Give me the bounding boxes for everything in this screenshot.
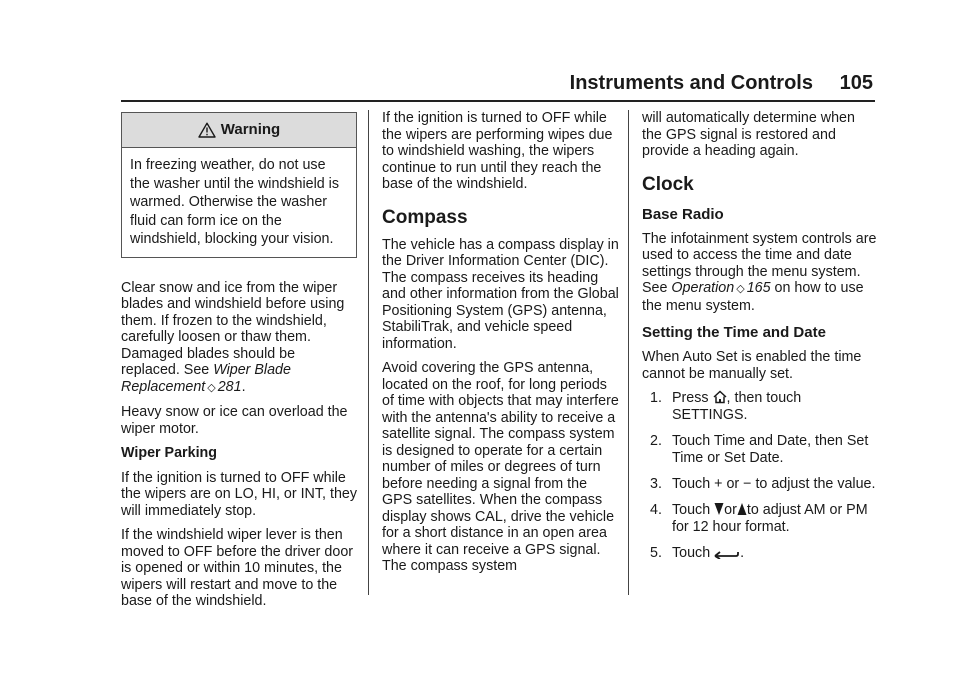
step-number: 2. xyxy=(650,433,662,449)
cross-reference-page: 281 xyxy=(217,378,242,395)
step-text: Touch + or − to adjust the value. xyxy=(672,476,876,492)
page-ref-icon: ◇ xyxy=(736,283,745,295)
step-text: Touch xyxy=(672,545,715,561)
subheading-setting-time: Setting the Time and Date xyxy=(642,324,826,341)
paragraph: If the ignition is turned to OFF while the wipers are performing wipes due to windshield washing, the wipers continue to run until they reach the base of the windshield. xyxy=(382,110,613,192)
step-text: , then touch SETTINGS. xyxy=(672,390,802,423)
page-ref-icon: ◇ xyxy=(207,381,216,394)
page-header xyxy=(121,70,875,102)
home-icon xyxy=(713,390,727,404)
column-2 xyxy=(382,110,620,583)
list-item xyxy=(642,476,878,493)
list-item xyxy=(642,502,878,536)
column-1 xyxy=(121,110,357,618)
column-divider-1 xyxy=(368,110,369,595)
paragraph-end: . xyxy=(241,378,246,395)
page-number: 105 xyxy=(839,72,873,94)
subheading-wiper-parking: Wiper Parking xyxy=(121,445,218,461)
warning-header xyxy=(122,113,356,148)
list-item xyxy=(642,390,878,424)
paragraph: If the windshield wiper lever is then moved to OFF before the driver door is opened or within 10 minutes, the wipers will restart and move to the base of the windshield. xyxy=(121,527,354,609)
step-number: 4. xyxy=(650,502,662,518)
step-text: Press xyxy=(672,390,713,406)
list-item xyxy=(642,433,878,467)
step-text: to adjust AM or PM for 12 hour format. xyxy=(672,502,868,535)
paragraph: If the ignition is turned to OFF while the wipers are on LO, HI, or INT, they will immediately stop. xyxy=(121,469,357,519)
paragraph-end: on how to use the menu system. xyxy=(642,280,864,314)
section-heading-compass: Compass xyxy=(382,206,468,228)
step-text: Touch xyxy=(672,502,715,518)
down-arrow-icon xyxy=(714,502,724,516)
warning-box xyxy=(121,112,357,258)
cross-reference-title: Wiper Blade Replacement xyxy=(121,362,291,395)
paragraph xyxy=(642,231,878,315)
warning-body: In freezing weather, do not use the washer until the windshield is warmed. Otherwise the washer fluid can form ice on the windshield, blocking your vision. xyxy=(130,157,340,247)
warning-title: Warning xyxy=(220,120,281,138)
steps-list xyxy=(642,390,878,562)
step-text: . xyxy=(740,545,745,561)
paragraph xyxy=(121,280,357,397)
paragraph-text: The infotainment system controls are used to access the time and date settings through the menu system. See xyxy=(642,230,877,296)
back-icon xyxy=(714,545,740,559)
paragraph-text: Clear snow and ice from the wiper blades and windshield before using them. If frozen to the windshield, carefully loosen or thaw them. Damaged blades should be replaced. See xyxy=(121,279,345,378)
paragraph: When Auto Set is enabled the time cannot be manually set. xyxy=(642,349,862,382)
step-number: 1. xyxy=(650,390,662,406)
cross-reference-link[interactable] xyxy=(671,280,770,296)
list-item xyxy=(642,545,878,562)
column-3 xyxy=(642,110,878,571)
paragraph: will automatically determine when the GPS signal is restored and provide a heading again. xyxy=(642,110,855,159)
cross-reference-page: 165 xyxy=(746,280,771,296)
paragraph: Heavy snow or ice can overload the wiper motor. xyxy=(121,404,348,437)
warning-icon xyxy=(198,122,216,138)
cross-reference-title: Operation xyxy=(671,280,735,296)
column-divider-2 xyxy=(628,110,629,595)
header-title: Instruments and Controls xyxy=(569,72,813,94)
paragraph: The vehicle has a compass display in the Driver Information Center (DIC). The compass receives its heading and other information from the Global Positioning System (GPS) antenna, StabiliTrak, and vehicle speed information. xyxy=(382,236,619,352)
subheading-base-radio: Base Radio xyxy=(642,205,724,223)
up-arrow-icon xyxy=(737,502,747,516)
step-text: or xyxy=(724,502,737,518)
paragraph: Avoid covering the GPS antenna, located on the roof, for long periods of time with objects that may interfere with the antenna's ability to receive a satellite signal. The compass system is designed to operate for a certain number of miles or degrees of turn before needing a signal from the GPS satellites. When the compass display shows CAL, drive the vehicle for a short distance in an open area where it can receive a GPS signal. The compass system xyxy=(382,360,619,574)
section-heading-clock: Clock xyxy=(642,173,694,195)
step-number: 3. xyxy=(650,476,662,492)
step-number: 5. xyxy=(650,545,662,561)
step-text: Touch Time and Date, then Set Time or Set Date. xyxy=(672,433,869,466)
